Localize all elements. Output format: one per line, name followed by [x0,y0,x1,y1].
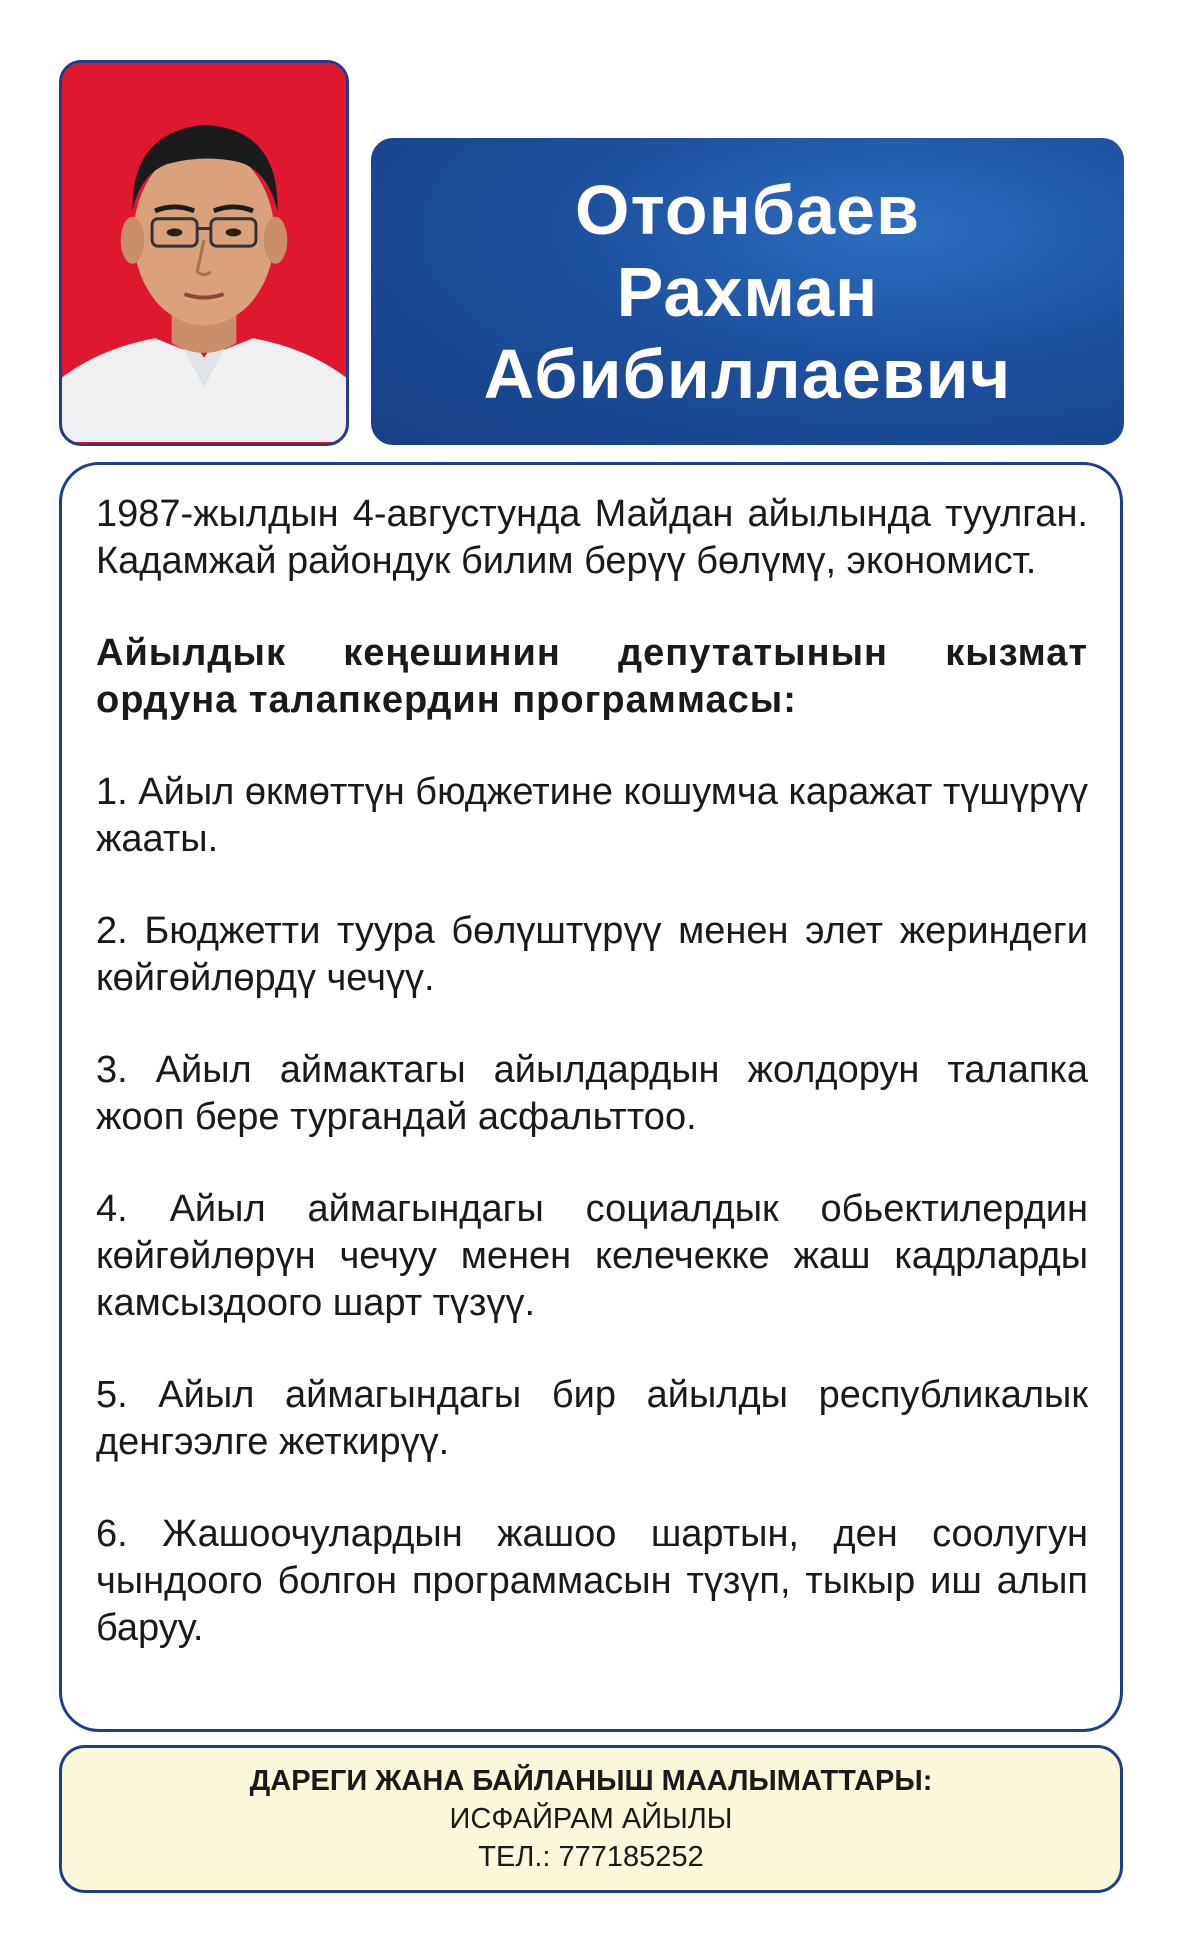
program-title: Айылдык кеңешинин депутатынын кызмат ордуна талапкердин программасы: [96,632,1088,721]
program-item: 3. Айыл аймактагы айылдардын жолдорун талапка жооп бере тургандай асфальттоо. [96,1049,1088,1138]
program-item: 2. Бюджетти туура бөлүштүрүү менен элет жериндеги көйгөйлөрдү чечүү. [96,910,1088,999]
candidate-first-name: Рахман [616,252,879,331]
program-item: 5. Айыл аймагындагы бир айылды республикалык денгээлге жеткирүү. [96,1374,1088,1463]
contact-phone: ТЕЛ.: 777185252 [478,1841,704,1873]
bio-intro: 1987-жылдын 4-августунда Майдан айылында туулган. Кадамжай райондук билим берүү бөлүмү, экономист. [96,493,1088,582]
portrait-image [62,63,346,443]
candidate-patronymic: Абибиллаевич [483,334,1012,413]
contact-section [59,1745,1123,1893]
program-item: 6. Жашоочулардын жашоо шартын, ден соолугун чындоого болгон программасын түзүп, тыкыр иш алып баруу. [96,1513,1088,1649]
contact-address: ИСФАЙРАМ АЙЫЛЫ [449,1803,733,1835]
candidate-surname: Отонбаев [575,170,920,249]
program-item: 1. Айыл өкмөттүн бюджетине кошумча каражат түшүрүү жааты. [96,771,1088,860]
program-item: 4. Айыл аймагындагы социалдык обьектилердин көйгөйлөрүн чечуу менен келечекке жаш кадрларды камсыздоого шарт түзүү. [96,1188,1088,1324]
candidate-name-banner [371,138,1124,445]
candidate-photo [59,60,349,446]
biography-section [59,462,1123,1732]
contact-title: ДАРЕГИ ЖАНА БАЙЛАНЫШ МААЛЫМАТТАРЫ: [249,1765,933,1797]
